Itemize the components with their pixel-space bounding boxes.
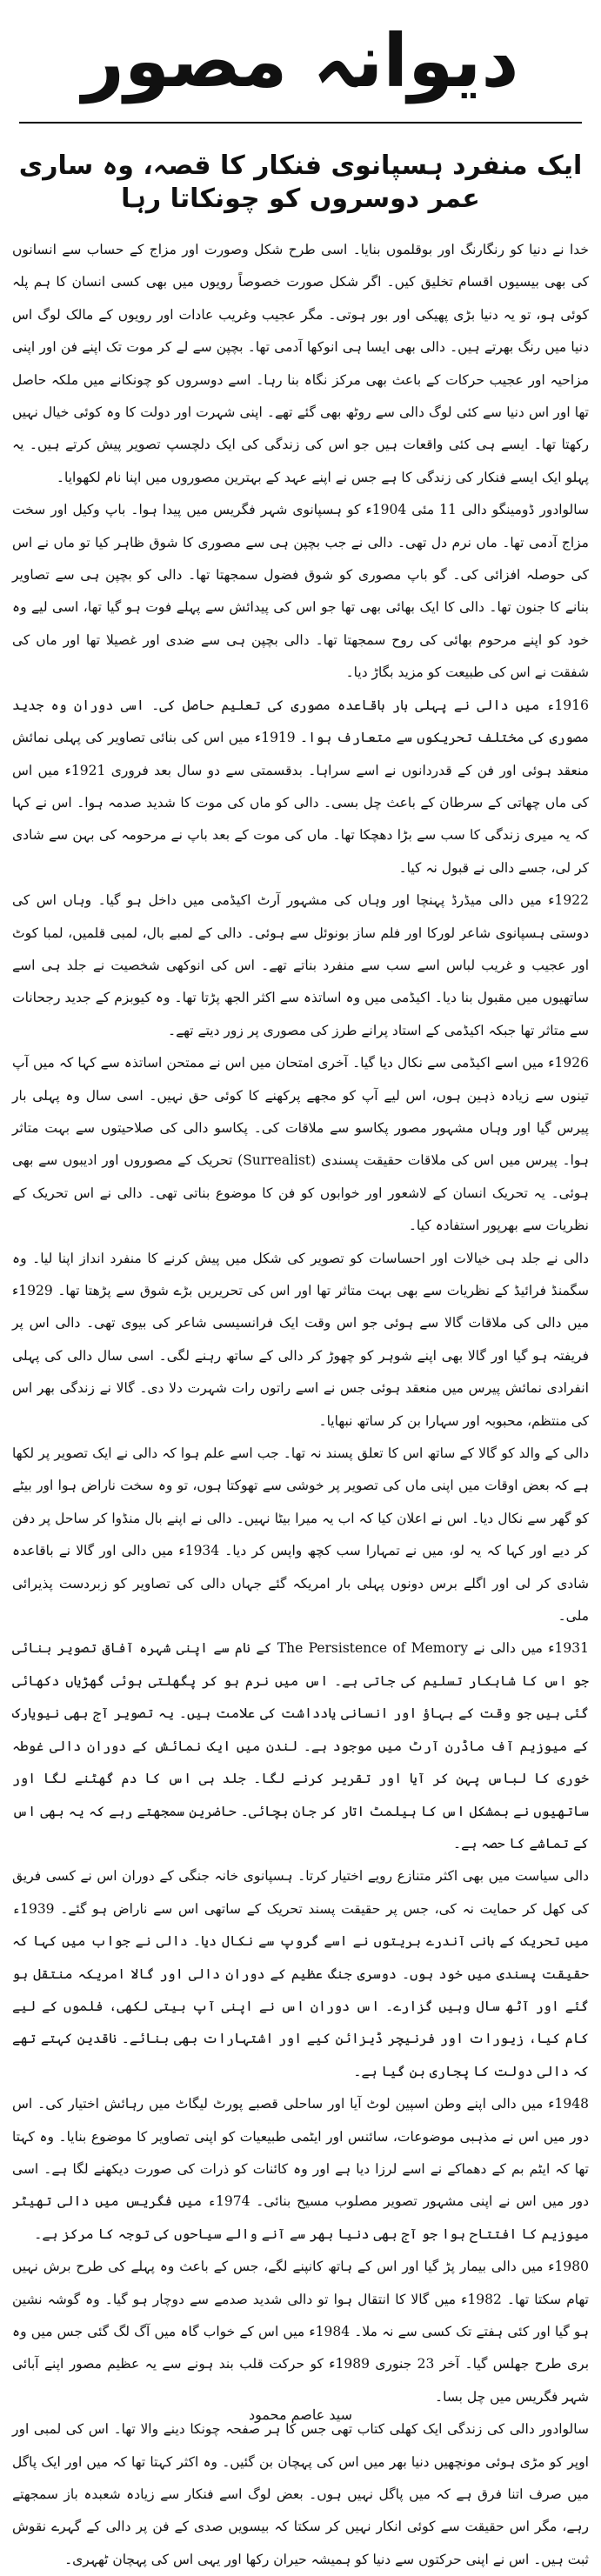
body-paragraph: 1916ء میں دالی نے پہلی بار باقاعدہ مصوری کی تعلیم حاصل کی۔ اسی دوران وہ جدید مصوری کی مختلف تحریکوں سے متعارف ہوا۔ 1919ء میں اس کی بنائی تصاویر کی پہلی نمائش منعقد ہوئی اور فن کے قدردانوں نے اسے سراہا۔ بدقسمتی سے دو سال بعد فروری 1921ء میں اس کی ماں چھاتی کے سرطان کے باعث چل بسی۔ دالی کو ماں کی موت کا شدید صدمہ ہوا۔ اس نے کہا کہ یہ میری زندگی کا سب سے بڑا دھچکا تھا۔ ماں کی موت کے بعد باپ نے مرحومہ کی بہن سے شادی کر لی، جسے دالی نے قبول نہ کیا۔ [12, 697, 589, 876]
body-paragraph: 1948ء میں دالی اپنے وطن اسپین لوٹ آیا اور ساحلی قصبے پورٹ لیگاٹ میں رہائش اختیار کی۔ اس دور میں اس نے مذہبی موضوعات، سائنس اور ایٹمی طبیعیات کو اپنی تصاویر کا موضوع بنایا۔ وہ کہتا تھا کہ ایٹم بم کے دھماکے نے اسے لرزا دیا ہے اور وہ کائنات کو ذرات کی صورت دیکھنے لگا ہے۔ اسی دور میں اس نے اپنی مشہور تصویر مصلوب مسیح بنائی۔ 1974ء میں فگریس میں دالی تھیٹر میوزیم کا افتتاح ہوا جو آج بھی دنیا بھر سے آنے والے سیاحوں کی توجہ کا مرکز ہے۔ [12, 2096, 589, 2242]
body-paragraph: سالوادور دالی کی زندگی ایک کھلی کتاب تھی جس کا ہر صفحہ چونکا دینے والا تھا۔ اس کی لمبی اور اوپر کو مڑی ہوئی مونچھیں دنیا بھر میں اس کی پہچان بن گئیں۔ وہ اکثر کہتا تھا کہ میں اور ایک پاگل میں صرف اتنا فرق ہے کہ میں پاگل نہیں ہوں۔ بعض لوگ اسے فنکار سے زیادہ شعبدہ باز سمجھتے رہے، مگر اس حقیقت سے کوئی انکار نہیں کر سکتا کہ بیسویں صدی کے فن پر دالی کے گہرے نقوش ثبت ہیں۔ اس نے اپنی حرکتوں سے دنیا کو ہمیشہ حیران رکھا اور یہی اس کی پہچان ٹھہری۔ [12, 2421, 589, 2567]
body-paragraph: دالی سیاست میں بھی اکثر متنازع رویے اختیار کرتا۔ ہسپانوی خانہ جنگی کے دوران اس نے کسی فریق کی کھل کر حمایت نہ کی، جس پر حقیقت پسند تحریک کے ساتھی اس سے ناراض ہو گئے۔ 1939ء میں تحریک کے بانی آندرے بریتوں نے اسے گروپ سے نکال دیا۔ دالی نے جواب میں کہا کہ حقیقت پسندی میں خود ہوں۔ دوسری جنگ عظیم کے دوران دالی اور گالا امریکہ منتقل ہو گئے اور آٹھ سال وہیں گزارے۔ اس دوران اس نے اپنی آپ بیتی لکھی، فلموں کے لیے کام کیا، زیورات اور فرنیچر ڈیزائن کیے اور اشتہارات بھی بنائے۔ ناقدین کہتے تھے کہ دالی دولت کا پجاری بن گیا ہے۔ [12, 1868, 589, 2079]
article-subtitle: ایک منفرد ہسپانوی فنکار کا قصہ، وہ ساری عمر دوسروں کو چونکاتا رہا [18, 150, 583, 214]
body-paragraph: 1926ء میں اسے اکیڈمی سے نکال دیا گیا۔ آخری امتحان میں اس نے ممتحن اساتذہ سے کہا کہ میں آپ تینوں سے زیادہ ذہین ہوں، اس لیے آپ کو مجھے پرکھنے کا کوئی حق نہیں۔ اسی سال وہ پہلی بار پیرس گیا اور وہاں مشہور مصور پکاسو سے ملاقات کی۔ پکاسو دالی کی صلاحیتوں سے بہت متاثر ہوا۔ پیرس میں اس کی ملاقات حقیقت پسندی (Surrealist) تحریک کے مصوروں اور ادیبوں سے بھی ہوئی۔ یہ تحریک انسان کے لاشعور اور خوابوں کو فن کا موضوع بناتی تھی۔ دالی نے اس تحریک کے نظریات سے بھرپور استفادہ کیا۔ [12, 1055, 589, 1234]
body-paragraph: دالی کے والد کو گالا کے ساتھ اس کا تعلق پسند نہ تھا۔ جب اسے علم ہوا کہ دالی نے ایک تصویر پر لکھا ہے کہ بعض اوقات میں اپنی ماں کی تصویر پر خوشی سے تھوکتا ہوں، تو وہ سخت ناراض ہوا اور بیٹے کو گھر سے نکال دیا۔ اس نے اعلان کیا کہ اب یہ میرا بیٹا نہیں۔ دالی نے اپنے بال منڈوا کر ساحل پر دفن کر دیے اور کہا کہ یہ لو، میں نے تمہارا سب کچھ واپس کر دیا۔ 1934ء میں دالی اور گالا نے باقاعدہ شادی کر لی اور اگلے برس دونوں پہلی بار امریکہ گئے جہاں دالی کی تصاویر کو زبردست پذیرائی ملی۔ [12, 1445, 590, 1625]
body-paragraph: سالوادور ڈومینگو دالی 11 مئی 1904ء کو ہسپانوی شہر فگریس میں پیدا ہوا۔ باپ وکیل اور سخت مزاج آدمی تھا۔ ماں نرم دل تھی۔ دالی نے جب بچپن ہی سے مصوری کا شوق ظاہر کیا تو ماں نے اس کی حوصلہ افزائی کی۔ گو باپ مصوری کو شوق فضول سمجھتا تھا۔ دالی کو بچپن ہی سے تصاویر بنانے کا جنون تھا۔ دالی کا ایک بھائی بھی تھا جو اس کی پیدائش سے پہلے فوت ہو گیا تھا، اسی لیے وہ خود کو اپنے مرحوم بھائی کی روح سمجھتا تھا۔ دالی بچپن ہی سے ضدی اور غصیلا تھا اور ماں کی شفقت نے اس کی طبیعت کو مزید بگاڑ دیا۔ [12, 502, 589, 681]
body-paragraph: 1980ء میں دالی بیمار پڑ گیا اور اس کے ہاتھ کانپنے لگے، جس کے باعث وہ پہلے کی طرح برش نہیں تھام سکتا تھا۔ 1982ء میں گالا کا انتقال ہوا تو دالی شدید صدمے سے دوچار ہو گیا۔ وہ گوشہ نشین ہو گیا اور کئی ہفتے تک کسی سے نہ ملا۔ 1984ء میں اس کے خواب گاہ میں آگ لگ گئی جس میں وہ بری طرح جھلس گیا۔ آخر 23 جنوری 1989ء کو حرکت قلب بند ہونے سے یہ عظیم مصور اپنے آبائی شہر فگریس میں چل بسا۔ [12, 2259, 590, 2405]
body-paragraph: 1931ء میں دالی نے The Persistence of Memory کے نام سے اپنی شہرہ آفاق تصویر بنائی جو اس کا شاہکار تسلیم کی جاتی ہے۔ اس میں نرم ہو کر پگھلتی ہوئی گھڑیاں دکھائی گئی ہیں جو وقت کے بہاؤ اور انسانی یادداشت کی علامت ہیں۔ یہ تصویر آج بھی نیویارک کے میوزیم آف ماڈرن آرٹ میں موجود ہے۔ لندن میں ایک نمائش کے دوران دالی غوطہ خوری کا لباس پہن کر آیا اور تقریر کرنے لگا۔ جلد ہی اس کا دم گھٹنے لگا اور ساتھیوں نے بمشکل اس کا ہیلمٹ اتار کر جان بچائی۔ حاضرین سمجھتے رہے کہ یہ بھی اس کے تماشے کا حصہ ہے۔ [12, 1640, 589, 1852]
article-title: دیوانہ مصور [82, 18, 519, 103]
article-body [12, 234, 589, 2576]
body-paragraph: خدا نے دنیا کو رنگارنگ اور بوقلموں بنایا۔ اسی طرح شکل وصورت اور مزاج کے حساب سے انسانوں کی بھی بیسیوں اقسام تخلیق کیں۔ اگر شکل صورت خصوصاً رویوں میں بھی کسی انسان کا ہم پلہ کوئی ہو، تو یہ دنیا بڑی پھیکی اور بور ہوتی۔ مگر عجیب وغریب عادات اور رویوں کے مالک لوگ اس دنیا میں رنگ بھرتے ہیں۔ دالی بھی ایسا ہی انوکھا آدمی تھا۔ بچپن سے لے کر موت تک اپنے فن اور اپنی مزاحیہ اور عجیب حرکات کے باعث بھی مرکز نگاہ بنا رہا۔ اسے دوسروں کو چونکانے میں ملکہ حاصل تھا اور اس دنیا سے کئی لوگ دالی سے روٹھ بھی گئے تھے۔ اپنی شہرت اور دولت کا وہ کوئی خیال نہیں رکھتا تھا۔ ایسے ہی کئی واقعات ہیں جو اس کی زندگی کی ایک دلچسپ تصویر پیش کرتے ہیں۔ یہ پہلو ایک ایسے فنکار کی زندگی کا ہے جس نے اپنے عہد کے بہترین مصوروں میں اپنا نام لکھوایا۔ [12, 242, 589, 485]
masthead [12, 0, 589, 122]
author-byline: سید عاصم محمود [249, 2406, 352, 2423]
body-paragraph: 1922ء میں دالی میڈرڈ پہنچا اور وہاں کی مشہور آرٹ اکیڈمی میں داخل ہو گیا۔ وہاں اس کی دوستی ہسپانوی شاعر لورکا اور فلم ساز بونوئل سے ہوئی۔ دالی کے لمبے بال، لمبی قلمیں، لمبا کوٹ اور عجیب و غریب لباس اسے سب سے منفرد بناتے تھے۔ اس کی انوکھی شخصیت نے جلد ہی اسے ساتھیوں میں مقبول بنا دیا۔ اکیڈمی میں وہ اساتذہ سے اکثر الجھ پڑتا تھا۔ وہ کیوبزم کے جدید رجحانات سے متاثر تھا جبکہ اکیڈمی کے استاد پرانے طرز کی مصوری پر زور دیتے تھے۔ [12, 892, 589, 1038]
body-paragraph: دالی نے جلد ہی خیالات اور احساسات کو تصویر کی شکل میں پیش کرنے کا منفرد انداز اپنا لیا۔ وہ سگمنڈ فرائیڈ کے نظریات سے بھی بہت متاثر تھا اور اس کی تحریریں بڑے شوق سے پڑھتا تھا۔ 1929ء میں دالی کی ملاقات گالا سے ہوئی جو اس وقت ایک فرانسیسی شاعر کی بیوی تھی۔ دالی اس پر فریفتہ ہو گیا اور گالا بھی اپنے شوہر کو چھوڑ کر دالی کے ساتھ رہنے لگی۔ اسی سال دالی کی پہلی انفرادی نمائش پیرس میں منعقد ہوئی جس نے اسے راتوں رات شہرت دلا دی۔ گالا نے زندگی بھر اس کی منتظم، محبوبہ اور سہارا بن کر ساتھ نبھایا۔ [12, 1250, 589, 1429]
